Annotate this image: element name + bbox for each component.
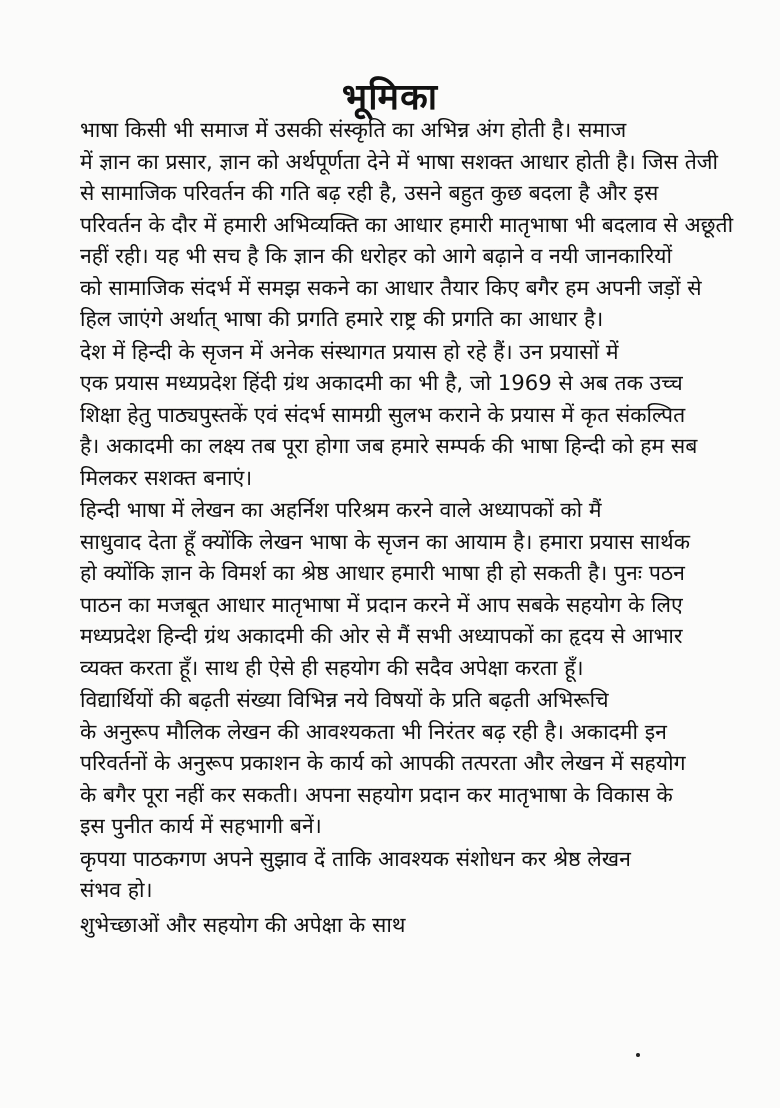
paragraph-3 [16, 494, 766, 683]
text-line: परिवर्तनों के अनुरूप प्रकाशन के कार्य को आपकी तत्परता और लेखन में सहयोग [80, 750, 686, 775]
text-line: से सामाजिक परिवर्तन की गति बढ़ रही है, उसने बहुत कुछ बदला है और इस [80, 180, 659, 205]
paragraph-2 [16, 336, 766, 494]
text-line: कृपया पाठकगण अपने सुझाव दें ताकि आवश्यक संशोधन कर श्रेष्ठ लेखन [80, 845, 631, 871]
text-line: परिवर्तन के दौर में हमारी अभिव्यक्ति का आधार हमारी मातृभाषा भी बदलाव से अछूती [80, 211, 734, 237]
page-speck [636, 1053, 640, 1057]
text-line: के अनुरूप मौलिक लेखन की आवश्यकता भी निरंतर बढ़ रही है। अकादमी इन [80, 718, 667, 744]
text-line: संभव हो। [80, 877, 153, 902]
text-line: भाषा किसी भी समाज में उसकी संस्कृति का अभिन्न अंग होती है। समाज [80, 117, 627, 142]
text-line: साधुवाद देता हूँ क्योंकि लेखन भाषा के सृजन का आयाम है। हमारा प्रयास सार्थक [80, 528, 690, 554]
text-line: शिक्षा हेतु पाठ्यपुस्तकें एवं संदर्भ सामग्री सुलभ कराने के प्रयास में कृत संकल्पित [80, 401, 686, 427]
text-line: के बगैर पूरा नहीं कर सकती। अपना सहयोग प्रदान कर मातृभाषा के विकास के [80, 781, 673, 807]
closing-line [16, 909, 766, 941]
paragraph-4 [16, 684, 766, 842]
text-line: मिलकर सशक्त बनाएं। [80, 464, 253, 490]
text-line: है। अकादमी का लक्ष्य तब पूरा होगा जब हमारे सम्पर्क की भाषा हिन्दी को हम सब [80, 433, 698, 458]
text-line: इस पुनीत कार्य में सहभागी बनें। [80, 813, 322, 838]
paragraph-1 [16, 114, 766, 335]
text-line: मध्यप्रदेश हिन्दी ग्रंथ अकादमी की ओर से मैं सभी अध्यापकों का हृदय से आभार [80, 623, 683, 648]
text-line: हिल जाएंगे अर्थात् भाषा की प्रगति हमारे राष्ट्र की प्रगति का आधार है। [80, 306, 604, 331]
text-line: में ज्ञान का प्रसार, ज्ञान को अर्थपूर्णता देने में भाषा सशक्त आधार होती है। जिस तेजी [80, 148, 718, 174]
text-line: व्यक्त करता हूँ। साथ ही ऐसे ही सहयोग की सदैव अपेक्षा करता हूँ। [80, 654, 584, 680]
text-line: हिन्दी भाषा में लेखन का अहर्निश परिश्रम करने वाले अध्यापकों को मैं [80, 497, 602, 522]
document-body [16, 114, 766, 941]
text-line: एक प्रयास मध्यप्रदेश हिंदी ग्रंथ अकादमी का भी है, जो 1969 से अब तक उच्च [80, 370, 683, 395]
text-line: शुभेच्छाओं और सहयोग की अपेक्षा के साथ [80, 911, 406, 937]
paragraph-5 [16, 843, 766, 906]
page-title: भूमिका [341, 77, 439, 119]
text-line: को सामाजिक संदर्भ में समझ सकने का आधार तैयार किए बगैर हम अपनी जड़ों से [80, 274, 702, 300]
text-line: हो क्योंकि ज्ञान के विमर्श का श्रेष्ठ आधार हमारी भाषा ही हो सकती है। पुनः पठन [80, 560, 685, 585]
text-line: विद्यार्थियों की बढ़ती संख्या विभिन्न नये विषयों के प्रति बढ़ती अभिरूचि [80, 687, 609, 712]
text-line: पाठन का मजबूत आधार मातृभाषा में प्रदान करने में आप सबके सहयोग के लिए [80, 591, 683, 617]
text-line: देश में हिन्दी के सृजन में अनेक संस्थागत प्रयास हो रहे हैं। उन प्रयासों में [80, 338, 619, 364]
text-line: नहीं रही। यह भी सच है कि ज्ञान की धरोहर को आगे बढ़ाने व नयी जानकारियों [80, 243, 672, 268]
